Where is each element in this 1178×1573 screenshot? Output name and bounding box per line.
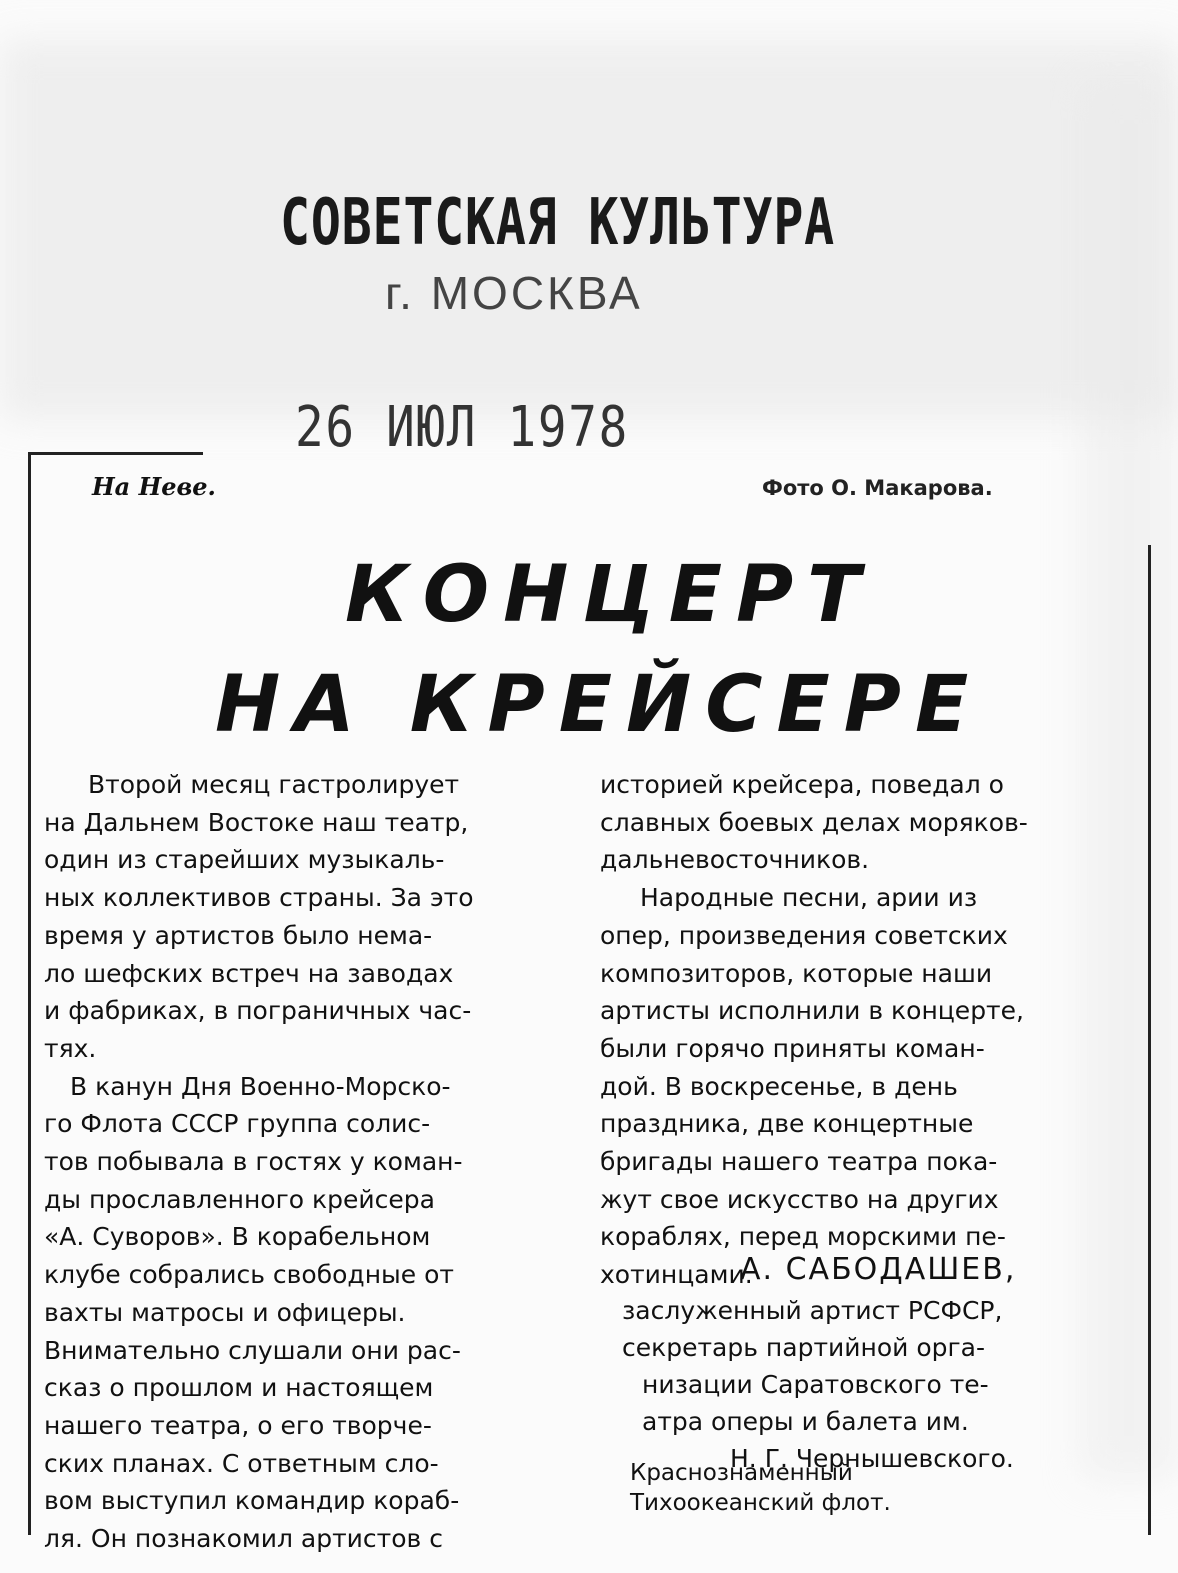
clipping-edge xyxy=(28,455,31,1535)
credential-line: атра оперы и балета им. xyxy=(642,1407,969,1436)
text-line: и фабриках, в пограничных час- xyxy=(44,996,472,1026)
text-line: Народные песни, арии из xyxy=(640,883,978,913)
credential-line: заслуженный артист РСФСР, xyxy=(622,1296,1003,1325)
clipping-edge xyxy=(28,452,203,455)
text-line: тов побывала в гостях у коман- xyxy=(44,1147,463,1177)
text-line: клубе собрались свободные от xyxy=(44,1260,454,1290)
text-line: хотинцами. xyxy=(600,1260,753,1290)
credential-line: секретарь партийной орга- xyxy=(622,1333,985,1362)
newspaper-stamp-city: г. МОСКВА xyxy=(385,267,643,319)
text-line: вом выступил командир кораб- xyxy=(44,1486,460,1516)
text-line: ды прославленного крейсера xyxy=(44,1184,435,1214)
text-line: В канун Дня Военно-Морско- xyxy=(70,1071,451,1101)
text-line: время у артистов было нема- xyxy=(44,920,433,950)
text-line: ных коллективов страны. За это xyxy=(44,883,474,913)
text-line: на Дальнем Востоке наш театр, xyxy=(44,807,469,837)
credential-line: Н. Г. Чернышевского. xyxy=(730,1444,1014,1473)
text-line: праздника, две концертные xyxy=(600,1109,974,1139)
text-line: сказ о прошлом и настоящем xyxy=(44,1373,434,1403)
dateline-place xyxy=(630,1458,891,1518)
text-line: дальневосточников. xyxy=(600,845,870,875)
text-line: нашего театра, о его творче- xyxy=(44,1410,432,1440)
text-line: один из старейших музыкаль- xyxy=(44,845,445,875)
author-credentials xyxy=(622,1292,1014,1477)
photo-caption: На Неве. xyxy=(92,472,216,501)
newspaper-stamp-title: СОВЕТСКАЯ КУЛЬТУРА xyxy=(280,186,836,260)
text-line: «А. Суворов». В корабельном xyxy=(44,1222,431,1252)
text-line: Внимательно слушали они рас- xyxy=(44,1335,461,1365)
place-line: Тихоокеанский флот. xyxy=(630,1490,891,1516)
text-line: ских планах. С ответным сло- xyxy=(44,1448,439,1478)
text-line: кораблях, перед морскими пе- xyxy=(600,1222,1006,1252)
article-column-right xyxy=(600,766,1128,1294)
text-line: го Флота СССР группа солис- xyxy=(44,1109,431,1139)
article-column-left xyxy=(44,766,569,1558)
text-line: опер, произведения советских xyxy=(600,920,1008,950)
date-stamp: 26 ИЮЛ 1978 xyxy=(295,395,629,460)
headline-line-1: КОНЦЕРТ xyxy=(345,550,875,640)
text-line: композиторов, которые наши xyxy=(600,958,993,988)
photo-credit: Фото О. Макарова. xyxy=(762,476,993,500)
text-line: ля. Он познакомил артистов с xyxy=(44,1524,443,1554)
headline-line-2: НА КРЕЙСЕРЕ xyxy=(215,660,983,750)
text-line: жут свое искусство на других xyxy=(600,1184,999,1214)
text-line: артисты исполнили в концерте, xyxy=(600,996,1024,1026)
clipping-edge xyxy=(1148,545,1151,1535)
text-line: бригады нашего театра пока- xyxy=(600,1147,998,1177)
place-line: Краснознаменный xyxy=(630,1460,853,1486)
text-line: Второй месяц гастролирует xyxy=(88,770,460,799)
text-line: ло шефских встреч на заводах xyxy=(44,958,454,988)
text-line: тях. xyxy=(44,1033,97,1063)
text-line: вахты матросы и офицеры. xyxy=(44,1297,406,1327)
text-line: славных боевых делах моряков- xyxy=(600,807,1028,837)
credential-line: низации Саратовского те- xyxy=(642,1370,989,1399)
text-line: были горячо приняты коман- xyxy=(600,1033,985,1063)
author-name: А. САБОДАШЕВ, xyxy=(740,1252,1017,1287)
text-line: историей крейсера, поведал о xyxy=(600,770,1004,799)
text-line: дой. В воскресенье, в день xyxy=(600,1071,958,1101)
